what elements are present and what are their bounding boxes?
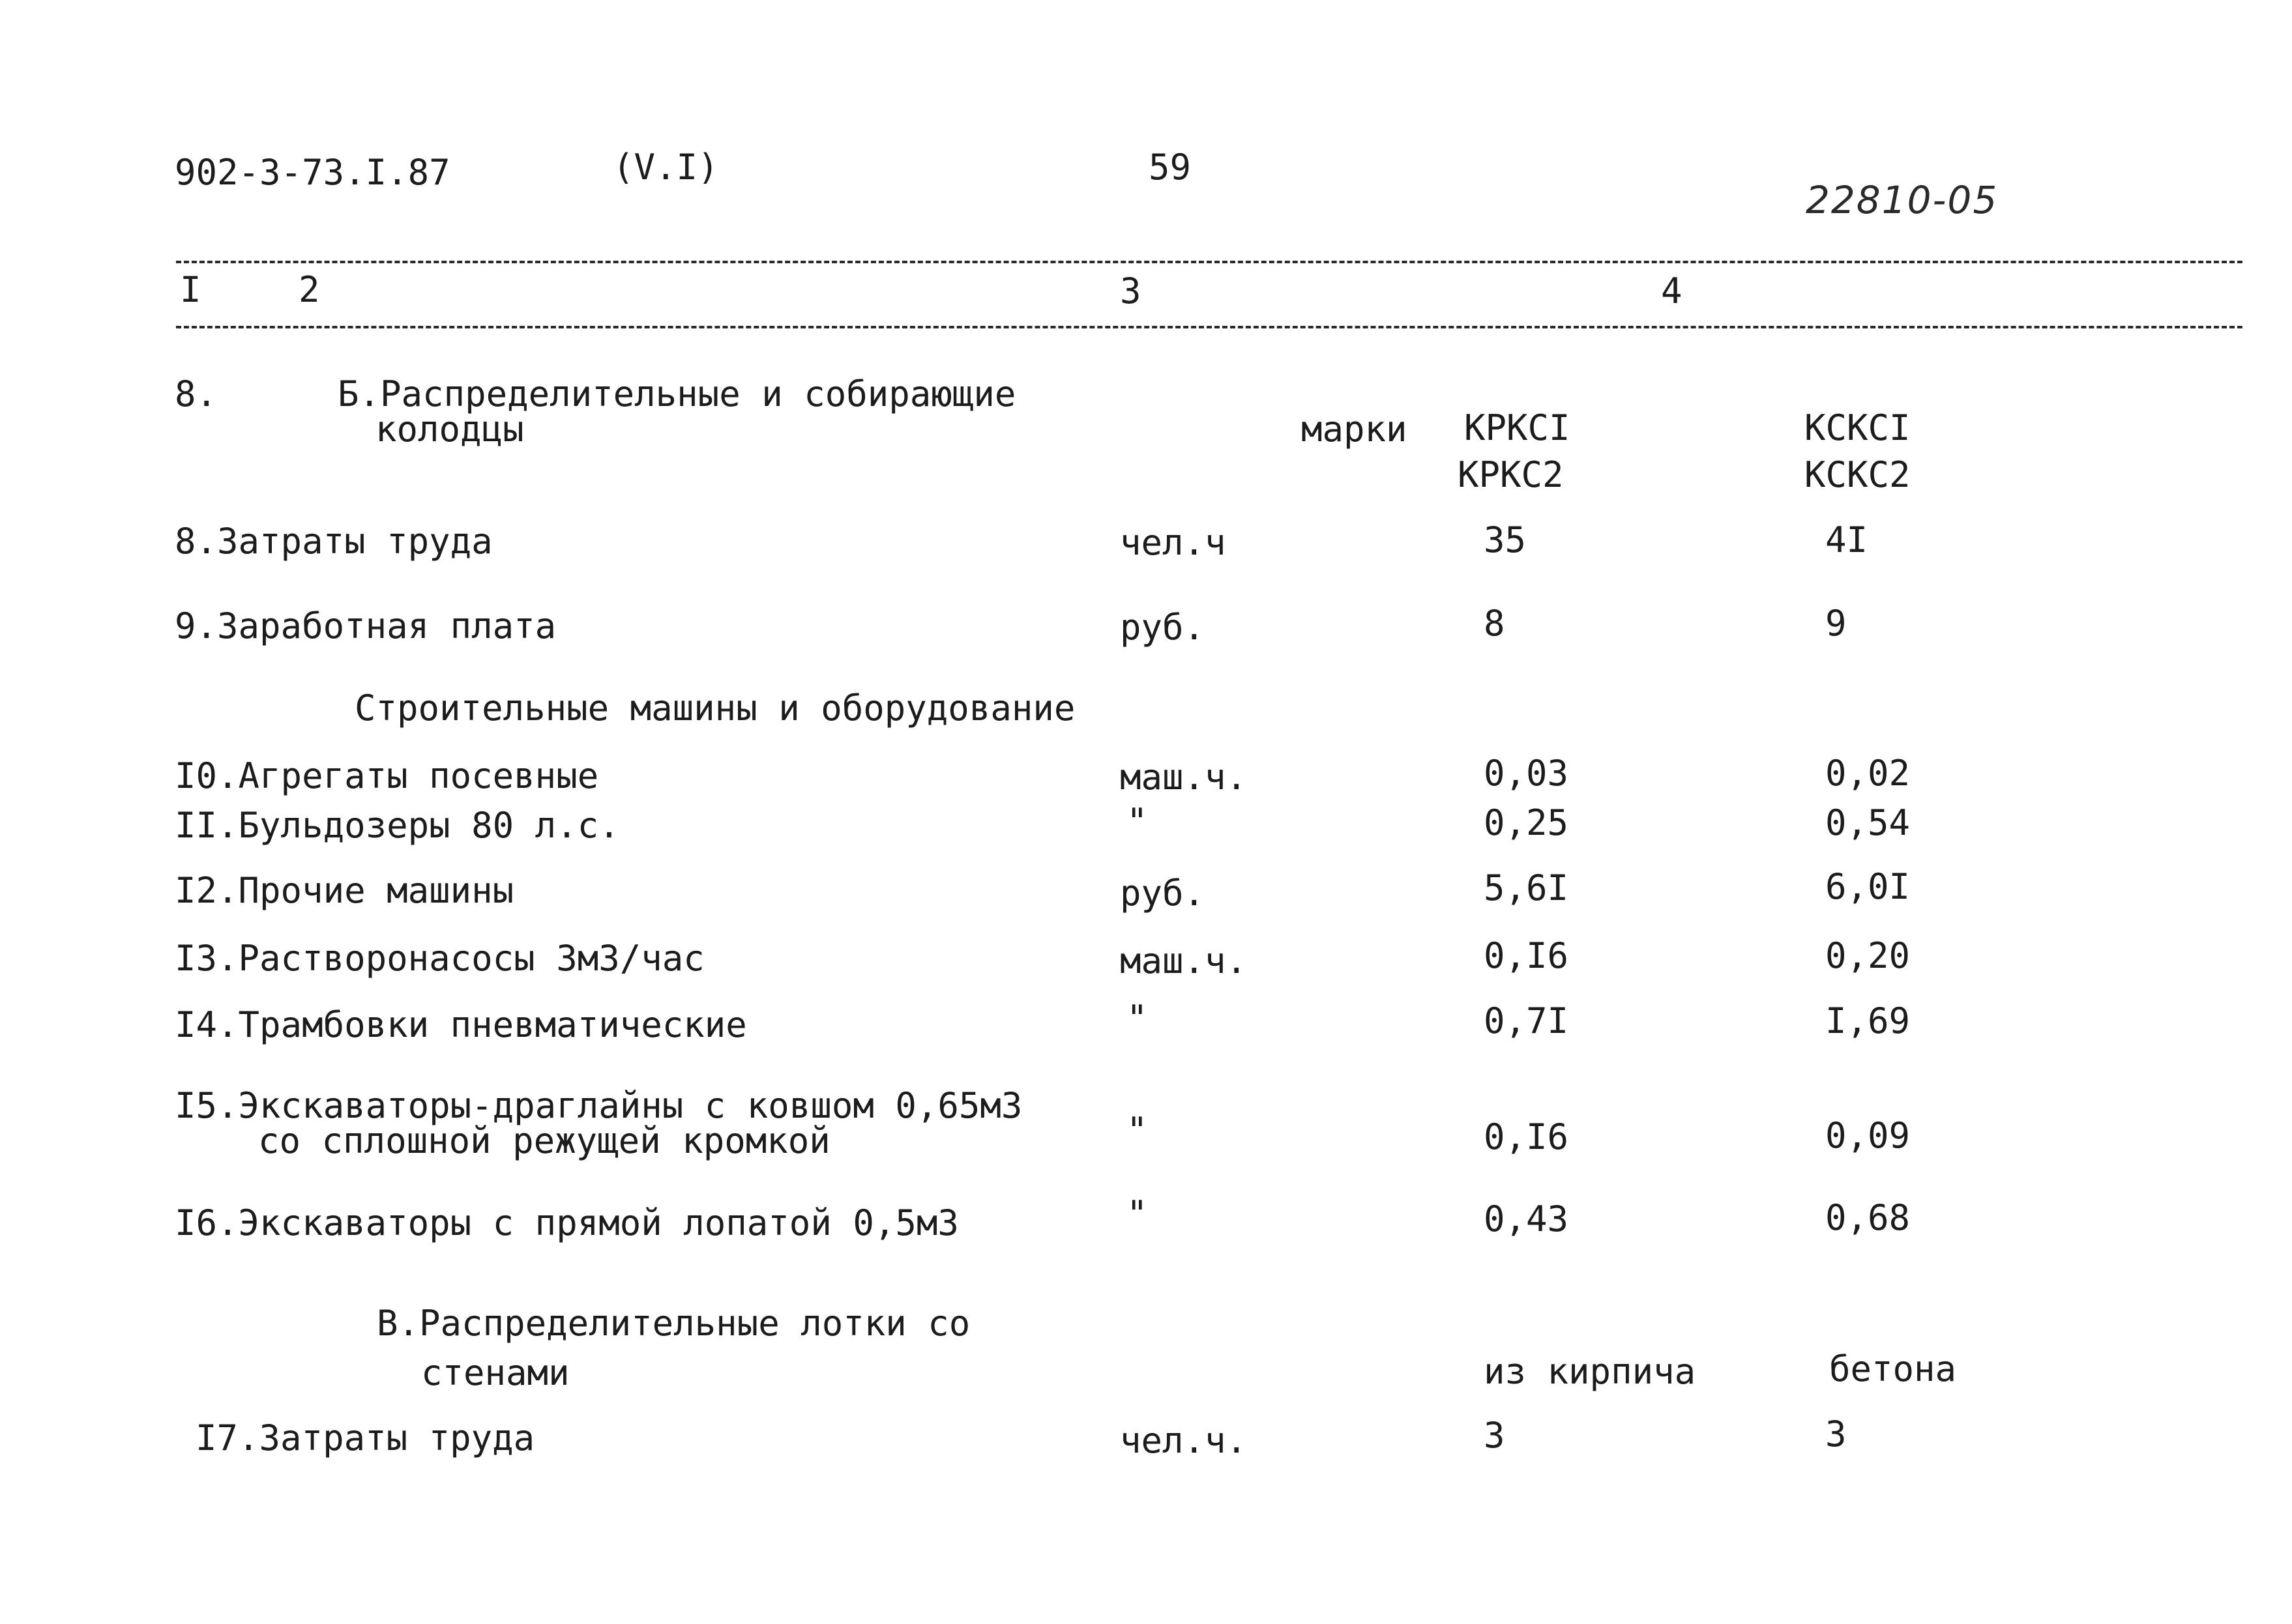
row-value-1: 0,43	[1484, 1198, 1569, 1240]
row-name: I7.Затраты труда	[196, 1417, 535, 1458]
row-value-2: 0,68	[1825, 1197, 1911, 1238]
row-name: I3.Растворонасосы 3м3/час	[175, 938, 705, 979]
section-v-col2-label: бетона	[1829, 1348, 1957, 1389]
row-value-2: 0,54	[1825, 802, 1911, 843]
row-value-2: 0,09	[1825, 1115, 1911, 1156]
row-value-1: 0,25	[1484, 802, 1569, 843]
section-b-title: Б.Распределительные и собирающие	[338, 373, 1016, 414]
section-v-title: В.Распределительные лотки со	[377, 1303, 971, 1344]
row-name: 9.Заработная плата	[175, 605, 557, 646]
mark-col2-line2: КСКС2	[1804, 454, 1911, 495]
table-rule-bottom	[176, 326, 2242, 328]
row-value-1: 0,7I	[1484, 1000, 1569, 1041]
row-value-1: 0,I6	[1484, 1116, 1569, 1157]
row-name: 8.Затраты труда	[175, 521, 493, 562]
row-name: I4.Трамбовки пневматические	[175, 1004, 747, 1045]
row-value-1: 3	[1484, 1415, 1505, 1456]
row-value-2: 9	[1825, 603, 1847, 644]
row-value-2: 0,02	[1825, 753, 1911, 794]
row-value-1: 8	[1484, 603, 1505, 644]
row-name: I5.Экскаваторы-драглайны с ковшом 0,65м3	[175, 1085, 1023, 1126]
section-b-number: 8.	[175, 373, 218, 414]
row-unit: чел.ч.	[1120, 1420, 1248, 1461]
row-unit: маш.ч.	[1120, 757, 1248, 798]
row-name: I2.Прочие машины	[175, 870, 514, 911]
row-unit: "	[1126, 998, 1148, 1039]
row-name: I6.Экскаваторы с прямой лопатой 0,5м3	[175, 1202, 959, 1243]
row-name: II.Бульдозеры 80 л.с.	[175, 805, 620, 846]
mark-col2-line1: КСКСI	[1804, 407, 1911, 448]
section-v-title-line2: стенами	[421, 1352, 570, 1393]
row-value-2: 3	[1825, 1414, 1847, 1455]
row-value-1: 0,I6	[1484, 935, 1569, 976]
page-number: 59	[1149, 147, 1192, 188]
row-unit: "	[1126, 1193, 1148, 1234]
table-rule-top	[176, 261, 2242, 263]
row-name: I0.Агрегаты посевные	[175, 755, 599, 796]
volume-label: (V.I)	[613, 147, 719, 188]
row-unit: руб.	[1120, 873, 1205, 914]
row-unit: маш.ч.	[1120, 940, 1248, 981]
row-unit: "	[1126, 1110, 1148, 1151]
column-header-4: 4	[1661, 270, 1682, 312]
column-header-3: 3	[1120, 270, 1141, 312]
section-v-col1-label: из кирпича	[1484, 1351, 1696, 1392]
row-name-line2: со сплошной режущей кромкой	[258, 1120, 830, 1161]
row-unit: руб.	[1120, 607, 1205, 648]
mark-col1-line1: КРКСI	[1464, 407, 1570, 448]
row-unit: чел.ч	[1120, 522, 1226, 563]
row-value-1: 0,03	[1484, 753, 1569, 794]
row-value-1: 5,6I	[1484, 867, 1569, 908]
row-value-1: 35	[1484, 519, 1527, 560]
handwritten-number: 22810-05	[1806, 178, 1999, 222]
column-header-2: 2	[299, 269, 320, 310]
column-header-1: I	[180, 269, 201, 310]
row-value-2: 4I	[1825, 519, 1868, 560]
row-value-2: 0,20	[1825, 935, 1911, 976]
machines-heading: Строительные машины и оборудование	[355, 688, 1076, 729]
row-value-2: I,69	[1825, 1000, 1911, 1041]
mark-col1-line2: КРКС2	[1458, 454, 1564, 495]
document-code: 902-3-73.I.87	[175, 152, 450, 193]
section-b-title-line2: колодцы	[375, 409, 524, 450]
row-value-2: 6,0I	[1825, 866, 1911, 907]
marks-label: марки	[1301, 409, 1407, 450]
row-unit: "	[1126, 801, 1148, 842]
